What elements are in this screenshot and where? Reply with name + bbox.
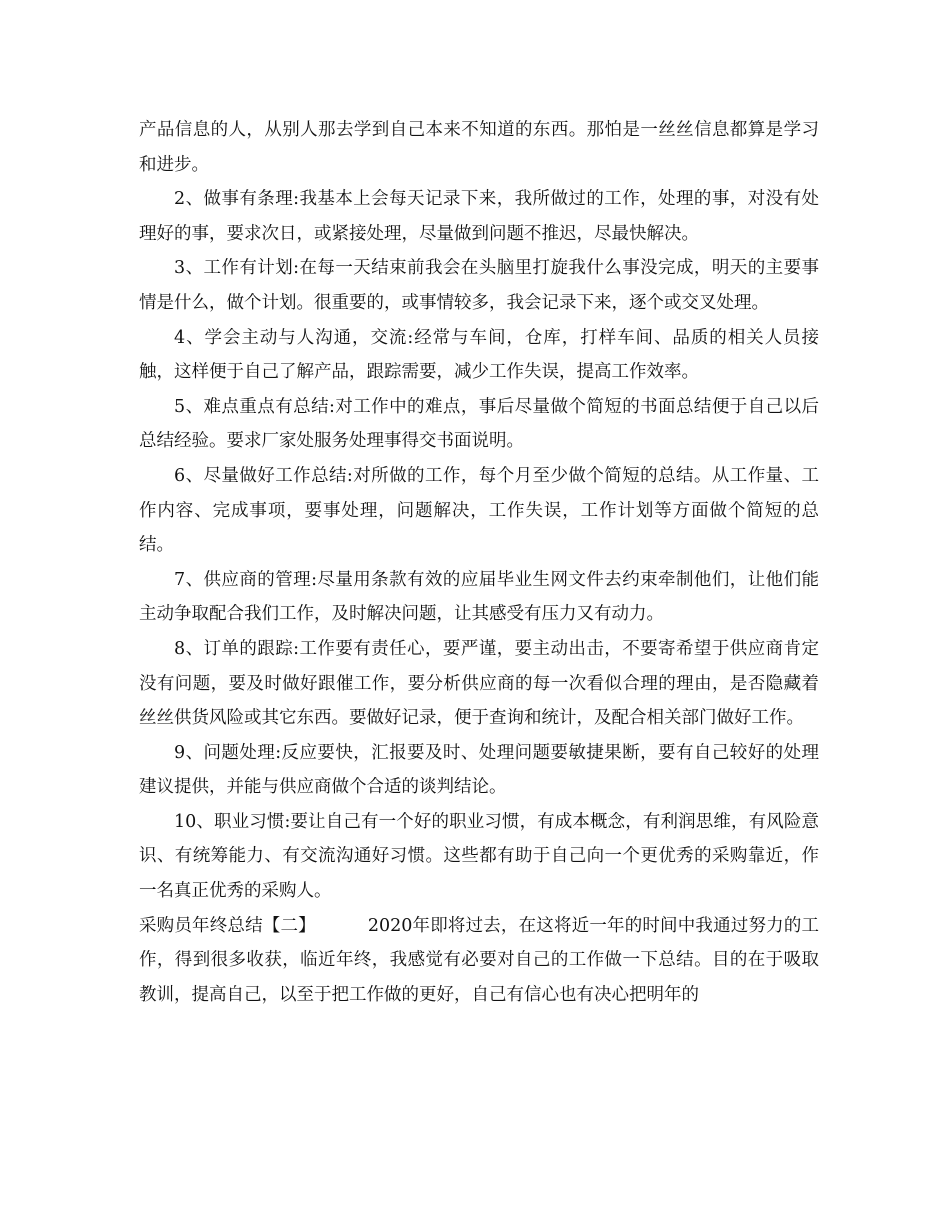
- intro-paragraph: 产品信息的人，从别人那去学到自己本来不知道的东西。那怕是一丝丝信息都算是学习和进步。: [139, 120, 819, 175]
- list-item-5: 5、难点重点有总结:对工作中的难点，事后尽量做个简短的书面总结便于自己以后总结经验。要求厂家处服务处理事得交书面说明。: [139, 396, 819, 452]
- section-title: 采购员年终总结【二】: [139, 915, 316, 936]
- document-body: [139, 113, 819, 1012]
- list-item-8: 8、订单的跟踪:工作要有责任心，要严谨，要主动出击，不要寄希望于供应商肯定没有问题，要及时做好跟催工作，要分析供应商的每一次看似合理的理由，是否隐藏着丝丝供货风险或其它东西。要做好记录，便于查询和统计，及配合相关部门做好工作。: [139, 638, 819, 729]
- list-item-10: 10、职业习惯:要让自己有一个好的职业习惯，有成本概念，有利润思维，有风险意识、有统筹能力、有交流沟通好习惯。这些都有助于自己向一个更优秀的采购靠近，作一名真正优秀的采购人。: [139, 811, 819, 902]
- list-item-7: 7、供应商的管理:尽量用条款有效的应届毕业生网文件去约束牵制他们，让他们能主动争取配合我们工作，及时解决问题，让其感受有压力又有动力。: [139, 569, 819, 625]
- list-item-2: 2、做事有条理:我基本上会每天记录下来，我所做过的工作，处理的事，对没有处理好的事，要求次日，或紧接处理，尽量做到问题不推迟，尽最快解决。: [139, 189, 819, 244]
- section-paragraph: [139, 909, 819, 1013]
- list-item-3: 3、工作有计划:在每一天结束前我会在头脑里打旋我什么事没完成，明天的主要事情是什么，做个计划。很重要的，或事情较多，我会记录下来，逐个或交叉处理。: [139, 258, 819, 313]
- list-item-9: 9、问题处理:反应要快，汇报要及时、处理问题要敏捷果断，要有自己较好的处理建议提供，并能与供应商做个合适的谈判结论。: [139, 742, 819, 798]
- list-item-6: 6、尽量做好工作总结:对所做的工作，每个月至少做个简短的总结。从工作量、工作内容、完成事项，要事处理，问题解决，工作失误，工作计划等方面做个简短的总结。: [139, 465, 819, 556]
- section-body: 2020年即将过去，在这将近一年的时间中我通过努力的工作，得到很多收获，临近年终，我感觉有必要对自己的工作做一下总结。目的在于吸取教训，提高自己，以至于把工作做的更好，自己有信心也有决心把明年的: [139, 915, 819, 1005]
- list-item-4: 4、学会主动与人沟通，交流:经常与车间，仓库，打样车间、品质的相关人员接触，这样便于自己了解产品，跟踪需要，减少工作失误，提高工作效率。: [139, 327, 819, 383]
